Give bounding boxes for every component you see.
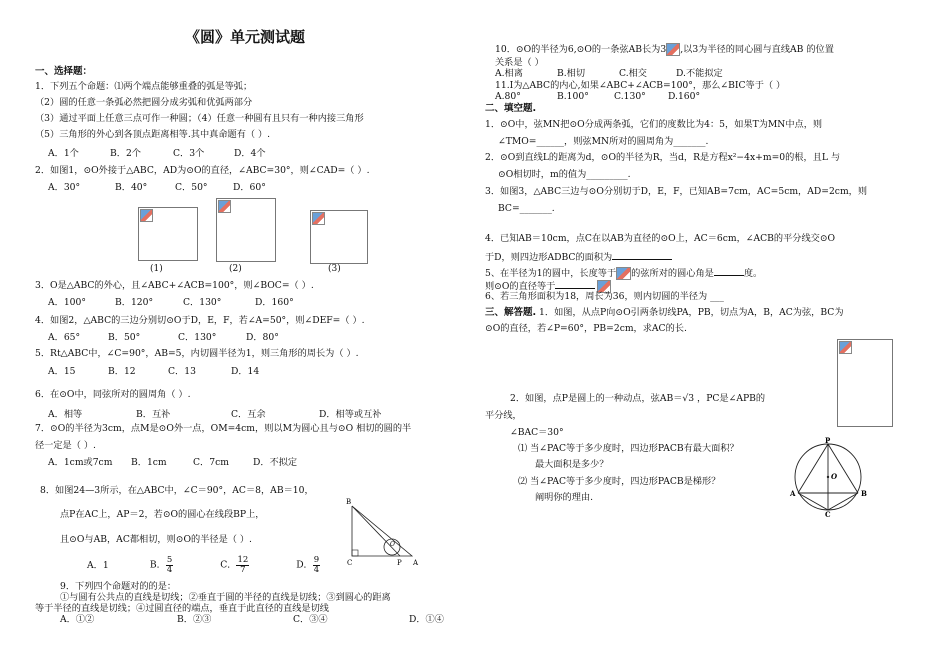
fill-2-text: 2．⊙O到直线L的距离为d，⊙O的半径为R，当d，R是方程x²−4x+m=0的根，且L 与 (485, 152, 841, 163)
q9-text: 9．下列四个命题对的的是： (60, 581, 177, 592)
q1-line4: （5）三角形的外心到各顶点距离相等.其中真命题有（ ）. (35, 129, 271, 140)
q7-option-a: A．1cm或7cm (48, 457, 113, 468)
fill-5-diameter-blank (555, 279, 595, 289)
q8-options (87, 556, 320, 574)
q5-option-b: B．12 (108, 366, 136, 377)
q3-text: 3．O是△ABC的外心，且∠ABC+∠ACB=100°，则∠BOC=（ ）. (35, 280, 314, 291)
q8-line3: 且⊙O与AB，AC都相切，则⊙O的半径是（ ）. (60, 534, 252, 545)
q10-options (495, 68, 723, 79)
q1-option-d: D．4个 (234, 148, 266, 159)
q8-text: 8．如图24—3所示，在△ABC中，∠C＝90°，AC＝8，AB＝10， (40, 485, 314, 496)
fill-4-text: 4．已知AB＝10cm，点C在以AB为直径的⊙O上，AC＝6cm，∠ACB的平分线交⊙O (485, 233, 836, 244)
label-o: O (390, 541, 395, 548)
fill-1-line2: ∠TMO=______，则弦MN所对的圆周角为_______. (498, 136, 709, 147)
page-title: 《圆》单元测试题 (185, 28, 306, 46)
q3-options (48, 297, 294, 308)
q4-options (48, 332, 279, 343)
q11-option-a: A.80° (495, 91, 521, 102)
fill-3-text: 3．如图3，△ABC三边与⊙O分别切于D，E，F，已知AB=7cm，AC=5cm，AD=2cm，则 (485, 186, 868, 197)
q9-line3: 等于半径的直线是切线；④过圆直径的端点，垂直于此直径的直线是切线 (35, 603, 329, 614)
q4-option-c: C．130° (178, 332, 217, 343)
center-dot (827, 476, 829, 478)
broken-image-icon (839, 341, 852, 354)
q2-option-d: D．60° (233, 182, 266, 193)
q5-text: 5．Rt△ABC中，∠C=90°，AB=5，内切圆半径为1，则三角形的周长为（ ）. (35, 348, 359, 359)
q7-option-b: B．1cm (131, 457, 167, 468)
q1-option-b: B．2个 (110, 148, 141, 159)
broken-image-icon (218, 200, 231, 213)
section-solve-heading: 三、解答题. (485, 307, 537, 318)
chord-ac (798, 493, 828, 510)
q8-option-d-fraction: $\frac{9}{4}$ (313, 555, 320, 575)
figure-24-3-triangle (342, 498, 422, 568)
q8-option-a: A．1 (87, 559, 109, 571)
solve-1-text: 三、解答题. 1．如图，从点P向⊙O引两条切线PA，PB，切点为A，B，AC为弦，BC为 (485, 307, 844, 318)
q1-line3: （3）通过平面上任意三点可作一种圆；（4）任意一种圆有且只有一种内接三角形 (35, 113, 364, 124)
chord-bc (828, 493, 858, 510)
q10-option-c: C.相交 (619, 68, 647, 79)
q2-text: 2．如图1，⊙O外接于△ABC，AD为⊙O的直径，∠ABC=30°，则∠CAD=（ ）. (35, 165, 370, 176)
solve-2-line3: ∠BAC＝30° (510, 427, 564, 438)
figure-3-caption: (3) (328, 264, 341, 274)
q11-options (495, 91, 700, 102)
label-c: C (347, 559, 353, 567)
q4-text: 4．如图2，△ABC的三边分别切⊙O于D，E，F，若∠A=50°，则∠DEF=（ ）. (35, 315, 365, 326)
q9-options (60, 614, 444, 625)
figure-2-image (216, 198, 276, 262)
q2-option-a: A．30° (48, 182, 81, 193)
q8-option-c: C． (220, 559, 237, 571)
label-a: A (790, 489, 796, 498)
q5-option-d: D．14 (231, 366, 260, 377)
q9-option-d: D．①④ (409, 614, 444, 625)
q1-text: 1．下列五个命题：⑴两个端点能够重叠的弧是等弧； (35, 81, 253, 92)
q11-option-b: B.100° (557, 91, 589, 102)
q10-option-d: D.不能拟定 (676, 68, 723, 79)
figure-1-caption: (1) (150, 264, 163, 274)
q7-options (48, 457, 297, 468)
q6-options (48, 409, 382, 420)
q10-option-a: A.相离 (495, 68, 523, 79)
solve-2-line2: 平分线， (485, 410, 522, 421)
triangle-abc (352, 506, 412, 556)
q6-text: 6．在⊙O中，同弦所对的圆周角（ ）. (35, 389, 191, 400)
label-a: A (413, 559, 419, 567)
q6-option-d: D．相等或互补 (319, 409, 382, 420)
solve-2-text: 2．如图，点P是圆上的一种动点，弦AB＝√3 ，PC是∠APB的 (510, 393, 766, 404)
solve-2-part1-line2: 最大面积是多少？ (535, 459, 609, 470)
q1-options (48, 148, 266, 159)
q7-option-d: D．不拟定 (253, 457, 298, 468)
q7-option-c: C．7cm (193, 457, 229, 468)
section-fill-heading: 二、填空题. (485, 103, 537, 114)
label-b: B (861, 489, 867, 498)
fill-2-line2: ⊙O相切时，m的值为_________. (498, 169, 631, 180)
q5-option-c: C．13 (168, 366, 196, 377)
q3-option-b: B．120° (115, 297, 154, 308)
broken-image-icon (616, 267, 631, 280)
q7-line2: 径一定是（ ）. (35, 440, 96, 451)
q8-option-c-fraction: $\frac{12}{7}$ (237, 555, 249, 575)
q9-option-a: A．①② (60, 614, 95, 625)
q4-option-a: A．65° (48, 332, 81, 343)
solve-2-circle-figure (788, 436, 870, 518)
q5-options (48, 366, 259, 377)
solve-2-part2-line2: 阐明你的理由. (535, 492, 594, 503)
figure-3-image (310, 210, 368, 264)
q2-option-c: C．50° (175, 182, 208, 193)
label-b: B (346, 498, 352, 506)
q3-option-a: A．100° (48, 297, 86, 308)
solve-2-part2: ⑵ 当∠PAC等于多少度时，四边形PACB是梯形？ (518, 476, 721, 487)
fill-5-text: 5、在半径为1的圆中，长度等于 的弦所对的圆心角是 度。 (485, 268, 763, 279)
q4-option-b: B．50° (108, 332, 141, 343)
q10-option-b: B.相切 (557, 68, 586, 79)
q6-option-b: B．互补 (136, 409, 171, 420)
q3-option-d: D．160° (255, 297, 294, 308)
q8-option-b: B． (149, 559, 166, 571)
fill-4-line2: 于D，则四边形ADBC的面积为 (485, 250, 672, 263)
q11-option-c: C.130° (614, 91, 646, 102)
broken-image-icon (666, 43, 680, 56)
q1-line2: （2）圆的任意一条弧必然把圆分成劣弧和优弧两部分 (35, 97, 253, 108)
q4-option-d: D．80° (246, 332, 279, 343)
q1-option-c: C．3个 (173, 148, 205, 159)
q11-option-d: D.160° (668, 91, 701, 102)
q8-option-d: D． (296, 559, 313, 571)
q9-option-b: B．②③ (177, 614, 212, 625)
q9-option-c: C．③④ (293, 614, 328, 625)
q6-option-c: C．互余 (231, 409, 266, 420)
label-p: P (397, 559, 402, 567)
broken-image-icon (140, 209, 153, 222)
label-c: C (825, 510, 831, 518)
label-o: O (831, 472, 838, 481)
q6-option-a: A．相等 (48, 409, 83, 420)
q11-text: 11.I为△ABC的内心,如果∠ABC+∠ACB=100°，那么∠BIC等于（ ） (495, 80, 786, 91)
solve-1-line2: ⊙O的直径，若∠P=60°，PB=2cm，求AC的长. (485, 323, 687, 334)
q8-option-b-fraction: $\frac{5}{4}$ (166, 555, 173, 575)
q10-text: 10．⊙O的半径为6,⊙O的一条弦AB长为3 ,以3为半径的同心圆与直线AB 的位置 (495, 44, 834, 55)
fill-4-blank (612, 250, 672, 260)
right-angle-mark (352, 550, 358, 556)
fill-3-line2: BC=_______. (498, 203, 555, 214)
q3-option-c: C．130° (183, 297, 222, 308)
figure-2-caption: (2) (229, 264, 242, 274)
q5-option-a: A．15 (48, 366, 76, 377)
section-choice-heading: 一、选择题： (35, 66, 93, 77)
q7-text: 7．⊙O的半径为3cm，点M是⊙O外一点，OM=4cm，则以M为圆心且与⊙O 相切的圆的半 (35, 423, 412, 434)
q2-option-b: B．40° (115, 182, 148, 193)
fill-6-text: 6、若三角形面积为18，周长为36，则内切圆的半径为 ___ (485, 291, 724, 302)
fill-5-blank (714, 266, 744, 276)
q8-line2: 点P在AC上，AP＝2，若⊙O的圆心在线段BP上， (60, 509, 265, 520)
q1-option-a: A．1个 (48, 148, 79, 159)
segment-bp (352, 506, 400, 556)
q10-line2: 关系是（ ） (495, 57, 544, 68)
chord-pb (828, 444, 858, 493)
solve-2-part1: ⑴ 当∠PAC等于多少度时，四边形PACB有最大面积？ (518, 443, 739, 454)
q9-line2: ①与圆有公共点的直线是切线；②垂直于圆的半径的直线是切线；③到圆心的距离 (60, 592, 391, 603)
chord-pa (798, 444, 828, 493)
q2-options (48, 182, 266, 193)
solve-1-figure-image (837, 339, 893, 427)
fill-5-line2: 则⊙O的直径等于 (485, 279, 611, 293)
broken-image-icon (312, 212, 325, 225)
figure-1-image (138, 207, 198, 261)
label-p: P (825, 436, 831, 445)
fill-1-text: 1．⊙O中，弦MN把⊙O分成两条弧，它们的度数比为4：5，如果T为MN中点，则 (485, 119, 823, 130)
